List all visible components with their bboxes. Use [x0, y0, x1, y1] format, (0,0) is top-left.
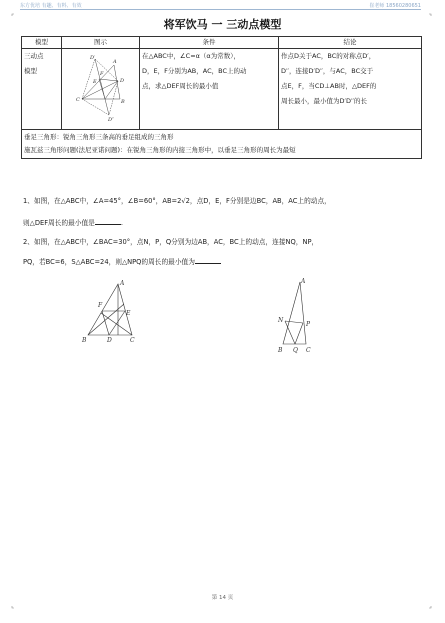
model-name-line: 三动点	[24, 52, 44, 60]
fig-label: N	[278, 317, 284, 324]
problem-1-line-1: 1、如图，在△ABC中，∠A=45°，∠B=60°，AB=2√2，点D，E，F分别是边BC，AB，AC上的动点，	[23, 197, 331, 205]
condition-cell	[140, 49, 279, 130]
table-header-row	[22, 37, 422, 49]
fig-label: A	[113, 59, 117, 65]
problem-2-line-2: PQ，若BC=6，S△ABC=24，则△NPQ的周长的最小值为	[23, 256, 221, 267]
notes-cell	[22, 130, 422, 159]
fig-label: E	[126, 310, 131, 317]
corner-mark-bl	[6, 606, 14, 614]
note-line: 垂足三角形：锐角三角形三条高的垂足组成的三角形	[24, 133, 174, 141]
notes-row	[22, 130, 422, 159]
fig-label: A	[301, 278, 306, 285]
fig-label: A	[120, 280, 125, 287]
header-cell-model: 模型	[22, 37, 62, 49]
header-cell-conclusion: 结论	[279, 37, 422, 49]
conclusion-cell	[279, 49, 422, 130]
fig-label: C	[306, 347, 311, 354]
figure-problem-2	[276, 278, 326, 356]
conclusion-line: 周长最小，最小值为D′D′′的长	[281, 97, 367, 105]
page-number: 第 14 页	[211, 595, 234, 601]
model-cell	[22, 49, 62, 130]
answer-blank[interactable]	[95, 217, 121, 225]
fig-label: D	[120, 78, 125, 84]
figure-cell	[62, 49, 140, 130]
fig-label: B	[121, 99, 125, 105]
page-header	[20, 0, 421, 12]
corner-mark-tl	[6, 8, 14, 16]
model-figure	[62, 49, 140, 123]
header-cell-condition: 条件	[140, 37, 279, 49]
condition-line: 在△ABC中，∠C=α（α为常数），	[142, 52, 240, 60]
model-table	[21, 36, 422, 159]
conclusion-line: D′′，连接D′D′′，与AC，BC交于	[281, 67, 374, 75]
answer-blank[interactable]	[195, 256, 221, 264]
figure-problem-1	[80, 278, 144, 344]
header-cell-figure: 图示	[62, 37, 140, 49]
fig-label: C	[130, 337, 135, 344]
header-rule	[20, 9, 421, 10]
fig-label: F	[98, 302, 103, 309]
header-right-text: 崔老师 18560280651	[369, 3, 421, 9]
fig-label: B	[82, 337, 87, 344]
fig-label: B	[278, 347, 283, 354]
corner-mark-br	[429, 606, 437, 614]
header-left-text: 东方优培 有趣、有料、有效	[20, 3, 82, 9]
fig-label: C	[76, 97, 80, 103]
model-name-line: 模型	[24, 67, 37, 75]
fig-label: D	[107, 337, 112, 344]
fig-label: E	[93, 79, 97, 85]
conclusion-line: 点E，F，当CD⊥AB时，△DEF的	[281, 82, 377, 90]
conclusion-line: 作点D关于AC，BC的对称点D′，	[281, 52, 376, 60]
condition-line: 点，求△DEF周长的最小值	[142, 82, 219, 90]
fig-label: D′	[90, 55, 96, 61]
fig-label: Q	[293, 347, 298, 354]
problem-2-line-1: 2、如图，在△ABC中，∠BAC=30°，点N，P，Q分别为边AB，AC，BC上的动点，连接NQ，NP，	[23, 238, 319, 246]
table-row	[22, 49, 422, 130]
fig-label: D″	[108, 117, 114, 123]
problem-1-line-2: 则△DEF周长的最小值是 .	[23, 219, 124, 227]
page-title: 将军饮马 一 三动点模型	[163, 18, 282, 31]
note-line: 施瓦兹三角形问题(法尼亚诺问题)：在锐角三角形的内接三角形中，以垂足三角形的周长为最短	[24, 146, 296, 154]
fig-label: F	[100, 71, 104, 77]
corner-mark-tr	[429, 8, 437, 16]
fig-label: P	[306, 321, 311, 328]
condition-line: D，E，F分别为AB，AC，BC上的动	[142, 67, 247, 75]
